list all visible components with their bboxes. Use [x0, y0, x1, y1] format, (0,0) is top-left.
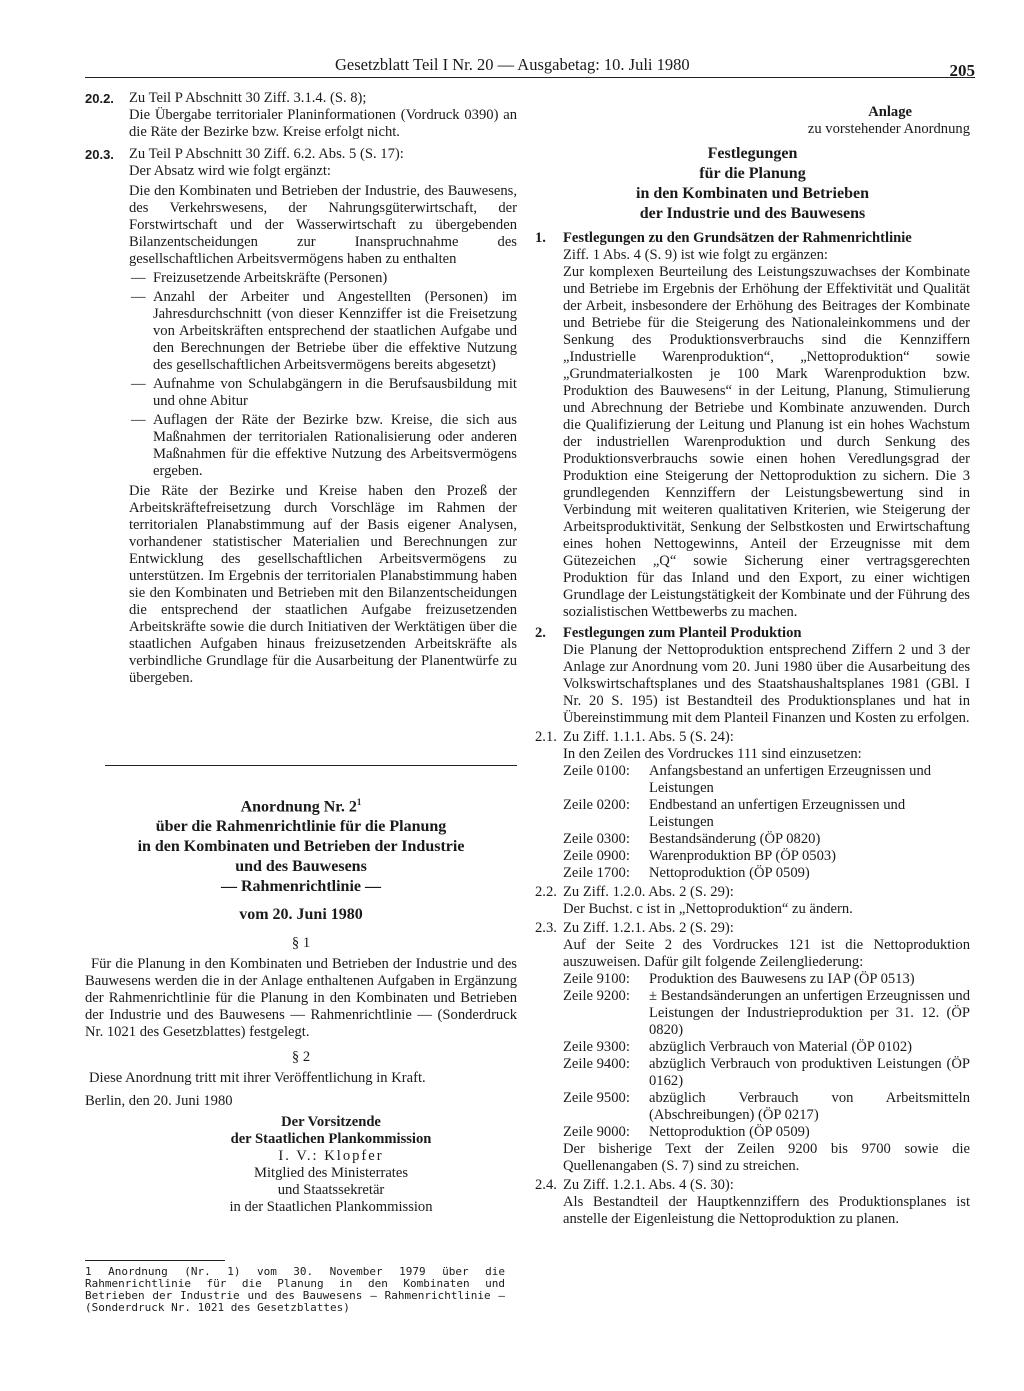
section-subheading: Ziff. 1 Abs. 4 (S. 9) ist wie folgt zu ergänzen:	[563, 247, 828, 263]
zeile-row	[563, 848, 970, 865]
section-heading: Festlegungen zum Planteil Produktion	[563, 625, 802, 641]
left-column-top	[85, 90, 517, 692]
section-2-3	[535, 920, 970, 1175]
zeile-row	[563, 988, 970, 1039]
section-number: 2.	[535, 625, 546, 641]
section-text: Die Übergabe territorialer Planinformationen (Vordruck 0390) an die Räte der Bezirke bzw. Kreise erfolgt nicht.	[129, 107, 517, 140]
zeile-value: Anfangsbestand an unfertigen Erzeugnissen und Leistungen	[649, 763, 932, 796]
section-20-3	[85, 146, 517, 687]
right-column	[535, 104, 970, 1228]
zeile-label: Zeile 0300:	[563, 831, 630, 847]
zeile-value: abzüglich Verbrauch von Material (ÖP 0102)	[649, 1039, 913, 1055]
zeile-label: Zeile 9300:	[563, 1039, 630, 1055]
anlage-heading: in den Kombinaten und Betrieben	[636, 185, 869, 202]
list-item-text: Auflagen der Räte der Bezirke bzw. Kreise, die sich aus Maßnahmen der territorialen Rationalisierung oder anderen Maßnahmen für die effektive Nutzung des Arbeitsvermögens ergeben.	[153, 412, 517, 479]
anlage-heading: Festlegungen	[707, 145, 798, 162]
section-number: 1.	[535, 230, 546, 246]
list-item-text: Aufnahme von Schulabgängern in die Berufsausbildung mit und ohne Abitur	[153, 376, 517, 409]
section-closing: Die Räte der Bezirke und Kreise haben den Prozeß der Arbeitskräftefreisetzung durch Vorschläge im Rahmen der territorialen Planabstimmung auf der Basis eigener Analysen, vorhandener statistischer Materialien und Berechnungen zur Entwicklung des gesellschaftlichen Arbeitsvermögens zu unterstützen. Im Ergebnis der territorialen Planabstimmung haben sie den Kombinaten und Betrieben mit den Bilanzentscheidungen die entsprechend der staatlichen Aufgabe freizusetzenden Arbeitskräfte sowie die durch Initiativen der Werktätigen über die staatlichen Aufgaben hinaus freizusetzenden Arbeitskräfte als verbindliche Grundlage für die Ausarbeitung der Planentwürfe zu übergeben.	[129, 483, 517, 686]
list-item-text: Freizusetzende Arbeitskräfte (Personen)	[153, 270, 388, 286]
signature-line: der Staatlichen Plankommission	[230, 1131, 432, 1148]
section-2-4	[535, 1177, 970, 1228]
zeile-label: Zeile 1700:	[563, 865, 630, 881]
section-subheading: In den Zeilen des Vordruckes 111 sind einzusetzen:	[563, 746, 862, 762]
anordnung-date: vom 20. Juni 1980	[239, 906, 363, 924]
zeile-label: Zeile 0900:	[563, 848, 630, 864]
section-divider	[105, 765, 517, 766]
anlage-label: Anlage	[868, 104, 912, 120]
anordnung-title-line: über die Rahmenrichtlinie für die Planung	[155, 818, 447, 836]
signature-line: und Staatssekretär	[277, 1182, 385, 1199]
anordnung-title-line: in den Kombinaten und Betrieben der Industrie	[137, 838, 465, 856]
paragraph-1-heading: § 1	[291, 935, 311, 952]
zeile-row	[563, 1056, 970, 1090]
page-header	[85, 55, 975, 78]
paragraph-2-text: Diese Anordnung tritt mit ihrer Veröffentlichung in Kraft.	[89, 1070, 426, 1087]
place-date: Berlin, den 20. Juni 1980	[85, 1093, 233, 1110]
header-title: Gesetzblatt Teil I Nr. 20 — Ausgabetag: 10. Juli 1980	[335, 55, 690, 74]
zeile-label: Zeile 9000:	[563, 1124, 630, 1140]
footnote-marker: 1	[356, 797, 362, 807]
paragraph-1-text: Für die Planung in den Kombinaten und Betrieben der Industrie und des Bauwesens werden die in der Anlage enthaltenen Aufgaben in Ergänzung der Rahmenrichtlinie für die Planung in den Kombinaten und Betrieben der Industrie und des Bauwesens — Rahmenrichtlinie — (Sonderdruck Nr. 1021 des Gesetzblattes) festgelegt.	[85, 956, 517, 1041]
section-2-1	[535, 729, 970, 882]
zeile-value: abzüglich Verbrauch von Arbeitsmitteln (Abschreibungen) (ÖP 0217)	[649, 1090, 970, 1123]
section-text: Zur komplexen Beurteilung des Leistungszuwachses der Kombinate und Betriebe im Ergebnis der Erhöhung der Effektivität und Qualität der Arbeit, insbesondere der Erhöhung des Beitrages der Kombinate und Betriebe für die Steigerung des Nationaleinkommens und der Senkung des Produktionsverbrauchs sind die Kennziffern „Industrielle Warenproduktion“, „Nettoproduktion“ sowie „Grundmaterialkosten je 100 Mark Warenproduktion bzw. Produktion des Bauwesens“ in der Leitung, Planung, Stimulierung und Abrechnung der Betriebe und Kombinate anzuwenden. Durch die Qualifizierung der Leitung und Planung ist ein hohes Wachstum der industriellen Warenproduktion und durch Senkung des Produktionsverbrauchs sowie einen hohen Veredlungsgrad der Produktion eine Steigerung der Nettoproduktion zu sichern. Die 3 grundlegenden Kennziffern der Leistungsbewertung sind in Verbindung mit weiteren qualitativen Kriterien, wie Steigerung der Arbeitsproduktivität, Senkung der Selbstkosten und Erwirtschaftung eines hohen Nettogewinns, Anteil der Erzeugnisse mit dem Gütezeichen „Q“ sowie Sicherung einer vertragsgerechten Produktion für das Inland und den Export, zu einer wichtigen Grundlage der Leistungstätigkeit der Kombinate und der Führung des sozialistischen Wettbewerbs zu machen.	[563, 264, 970, 620]
zeile-row	[563, 971, 970, 988]
anlage-subtitle: zu vorstehender Anordnung	[807, 121, 970, 137]
anordnung-title: Anordnung Nr. $2^1$	[240, 797, 362, 816]
dash-marker: —	[131, 289, 146, 305]
section-number: 2.2.	[535, 884, 557, 900]
zeile-value: Nettoproduktion (ÖP 0509)	[649, 1124, 810, 1140]
section-text: Die Planung der Nettoproduktion entsprechend Ziffern 2 und 3 der Anlage zur Anordnung vom 20. Juni 1980 über die Ausarbeitung des Volkswirtschaftsplanes und des Staatshaushaltsplanes 1981 (GBl. I Nr. 20 S. 195) ist Bestandteil des Produktionsplanes und hat in Übereinstimmung mit dem Planteil Finanzen und Kosten zu erfolgen.	[563, 642, 970, 726]
zeile-value: Bestandsänderung (ÖP 0820)	[649, 831, 821, 847]
dash-marker: —	[131, 270, 146, 286]
zeile-label: Zeile 9400:	[563, 1056, 630, 1072]
zeile-row	[563, 1090, 970, 1124]
list-item-text: Anzahl der Arbeiter und Angestellten (Personen) im Jahresdurchschnitt (von dieser Kennziffer ist die Freisetzung von Arbeitskräften entsprechend der staatlichen Aufgabe und den Berechnungen der Betriebe über die effektive Nutzung des gesellschaftlichen Arbeitsvermögens bereits abgesetzt)	[153, 289, 517, 373]
section-closing: Der bisherige Text der Zeilen 9200 bis 9700 sowie die Quellenangaben (S. 7) sind zu streichen.	[563, 1141, 970, 1174]
section-text: Auf der Seite 2 des Vordruckes 121 ist die Nettoproduktion auszuweisen. Dafür gilt folgende Zeilengliederung:	[563, 937, 970, 970]
list-item	[129, 270, 517, 287]
section-heading: Festlegungen zu den Grundsätzen der Rahmenrichtlinie	[563, 230, 912, 246]
anordnung-block	[85, 792, 517, 1216]
signature-line: in der Staatlichen Plankommission	[229, 1199, 433, 1216]
zeile-value: Endbestand an unfertigen Erzeugnissen und Leistungen	[649, 797, 906, 830]
page-number: 205	[949, 61, 975, 80]
zeile-row	[563, 763, 970, 797]
zeile-label: Zeile 0100:	[563, 763, 630, 779]
section-20-2	[85, 90, 517, 141]
section-heading: Zu Teil P Abschnitt 30 Ziff. 6.2. Abs. 5 (S. 17):	[129, 146, 404, 162]
zeile-value: Produktion des Bauwesens zu IAP (ÖP 0513)	[649, 971, 915, 987]
section-2-2	[535, 884, 970, 918]
list-item	[129, 376, 517, 410]
section-2	[535, 625, 970, 727]
dash-marker: —	[131, 376, 146, 392]
dash-marker: —	[131, 412, 146, 428]
zeile-label: Zeile 9500:	[563, 1090, 630, 1106]
section-number: 2.1.	[535, 729, 557, 745]
anlage-heading: der Industrie und des Bauwesens	[639, 205, 866, 222]
zeile-row	[563, 797, 970, 831]
zeile-label: Zeile 9100:	[563, 971, 630, 987]
zeile-value: ± Bestandsänderungen an unfertigen Erzeugnissen und Leistungen der Industrieproduktion per 31. 12. (ÖP 0820)	[649, 988, 970, 1038]
list-item	[129, 412, 517, 480]
section-heading: Zu Teil P Abschnitt 30 Ziff. 3.1.4. (S. 8);	[129, 90, 367, 106]
zeile-label: Zeile 0200:	[563, 797, 630, 813]
footnote-divider	[85, 1260, 225, 1261]
section-number: 20.3.	[85, 147, 114, 162]
zeile-value: Warenproduktion BP (ÖP 0503)	[649, 848, 837, 864]
section-paragraph: Die den Kombinaten und Betrieben der Industrie, des Bauwesens, des Verkehrswesens, der Nahrungsgüterwirtschaft, der Forstwirtschaft und der Wasserwirtschaft zu übergebenden Bilanzentscheidungen zur Inanspruchnahme des gesellschaftlichen Arbeitsvermögens haben zu enthalten	[129, 183, 517, 267]
list-item	[129, 289, 517, 374]
zeile-value: Nettoproduktion (ÖP 0509)	[649, 865, 810, 881]
paragraph-2-heading: § 2	[291, 1049, 311, 1066]
section-text: Als Bestandteil der Hauptkennziffern des Produktionsplanes ist anstelle der Eigenleistung die Nettoproduktion zu planen.	[563, 1194, 970, 1227]
section-subheading: Der Absatz wird wie folgt ergänzt:	[129, 163, 331, 179]
anlage-heading: für die Planung	[699, 165, 806, 182]
signature-block	[145, 1114, 517, 1216]
zeile-row	[563, 1124, 970, 1141]
zeile-row	[563, 1039, 970, 1056]
section-1	[535, 230, 970, 621]
section-heading: Zu Ziff. 1.2.1. Abs. 4 (S. 30):	[563, 1177, 734, 1193]
section-heading: Zu Ziff. 1.1.1. Abs. 5 (S. 24):	[563, 729, 734, 745]
section-number: 2.3.	[535, 920, 557, 936]
section-text: Der Buchst. c ist in „Nettoproduktion“ zu ändern.	[563, 901, 853, 917]
anordnung-subtitle: — Rahmenrichtlinie —	[221, 878, 381, 896]
section-number: 20.2.	[85, 91, 114, 106]
signatory-name: I. V.: Klopfer	[278, 1148, 384, 1165]
section-number: 2.4.	[535, 1177, 557, 1193]
signature-line: Der Vorsitzende	[281, 1114, 381, 1131]
zeile-row	[563, 865, 970, 882]
zeile-value: abzüglich Verbrauch von produktiven Leistungen (ÖP 0162)	[649, 1056, 970, 1089]
footnote: 1 Anordnung (Nr. 1) vom 30. November 1979 über die Rahmenrichtlinie für die Planung in den Kombinaten und Betrieben der Industrie und des Bauwesens — Rahmenrichtlinie — (Sonderdruck Nr. 1021 des Gesetzblattes)	[85, 1265, 505, 1314]
zeile-row	[563, 831, 970, 848]
signature-line: Mitglied des Ministerrates	[253, 1165, 409, 1182]
section-heading: Zu Ziff. 1.2.0. Abs. 2 (S. 29):	[563, 884, 734, 900]
section-heading: Zu Ziff. 1.2.1. Abs. 2 (S. 29):	[563, 920, 734, 936]
zeile-label: Zeile 9200:	[563, 988, 630, 1004]
anordnung-title-line: und des Bauwesens	[235, 858, 367, 876]
